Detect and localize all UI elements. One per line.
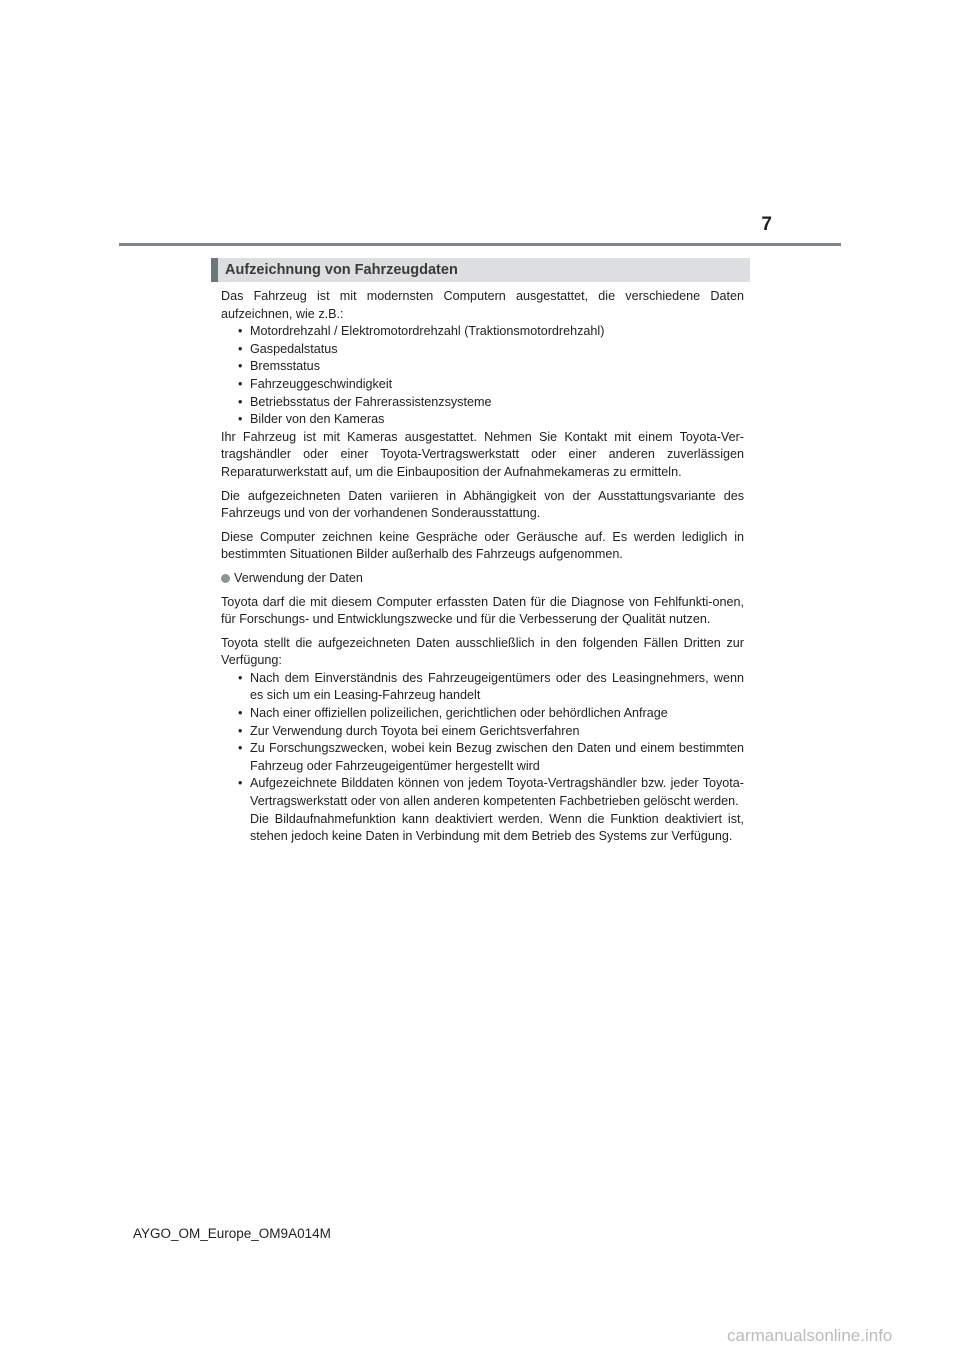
recorded-items-list [221,323,744,429]
list-item-text: Nach einer offiziellen polizeilichen, gerichtlichen oder behördlichen Anfrage [250,706,668,721]
usage-heading [221,570,744,588]
bullet-dot: • [238,359,243,374]
list-item-text: Motordrehzahl / Elektromotordrehzahl (Traktionsmotordrehzahl) [250,324,605,339]
usage-paragraph: Toyota darf die mit diesem Computer erfassten Daten für die Diagnose von Fehlfunkti-onen, für Forschungs- und Entwicklungszwecke und für die Verbesserung der Qualität nutzen. [221,594,744,627]
page-number: 7 [761,214,772,235]
bullet-dot: • [238,776,243,791]
list-item-text: Bremsstatus [250,359,320,374]
list-item-text: Gaspedalstatus [250,341,338,356]
bullet-dot: • [238,723,243,738]
list-item [221,394,744,412]
list-item [221,358,744,376]
list-item-text: Zu Forschungszwecken, wobei kein Bezug zwischen den Daten und einem bestimmten Fahrzeug oder Fahrzeugeigentümer hergestellt wird [250,741,744,773]
section-title: Aufzeichnung von Fahrzeugdaten [225,262,458,278]
bullet-dot: • [238,394,243,409]
list-item [221,341,744,359]
section-header-accent [211,258,218,282]
document-footer: AYGO_OM_Europe_OM9A014M [133,1226,331,1241]
list-item [221,670,744,705]
bullet-dot: • [238,741,243,756]
header-rule [119,243,841,246]
list-item [221,323,744,341]
list-item-text: Betriebsstatus der Fahrerassistenzsysteme [250,394,492,409]
privacy-paragraph: Diese Computer zeichnen keine Gespräche oder Geräusche auf. Es werden lediglich in bestimmten Situationen Bilder außerhalb des Fahrzeugs aufgenommen. [221,529,744,562]
bullet-dot: • [238,412,243,427]
intro-paragraph: Das Fahrzeug ist mit modernsten Computern ausgestattet, die verschiedene Daten aufzeichnen, wie z.B.: [221,289,744,321]
list-item [221,723,744,741]
list-item [221,740,744,775]
list-item [221,411,744,429]
bullet-dot: • [238,376,243,391]
bullet-dot: • [238,706,243,721]
bullet-dot: • [238,670,243,685]
bullet-dot: • [238,324,243,339]
list-item-text: Fahrzeuggeschwindigkeit [250,376,393,391]
list-item-text: Nach dem Einverständnis des Fahrzeugeigentümers oder des Leasingnehmers, wenn es sich um ein Leasing-Fahrzeug handelt [250,670,744,703]
section-header [211,258,750,282]
bullet-dot: • [238,341,243,356]
page-content [221,288,744,852]
list-item-text: Bilder von den Kameras [250,412,385,427]
list-item-text: Aufgezeichnete Bilddaten können von jedem Toyota-Vertragshändler bzw. jeder Toyota-Vertragswerkstatt oder von allen anderen kompetenten Fachbetrieben gelöscht werden. [250,776,744,809]
list-item [221,705,744,723]
circle-bullet-icon [221,574,230,583]
list-item [221,376,744,394]
watermark: carmanualsonline.info [727,1326,893,1345]
list-item-text: Zur Verwendung durch Toyota bei einem Gerichtsverfahren [250,723,580,738]
third-party-paragraph: Toyota stellt die aufgezeichneten Daten ausschließlich in den folgenden Fällen Dritten zur Verfügung: [221,635,744,668]
list-item-note: Die Bildaufnahmefunktion kann deaktiviert werden. Wenn die Funktion deaktiviert ist, stehen jedoch keine Daten in Verbindung mit dem Betrieb des Systems zur Verfügung. [250,811,744,844]
camera-paragraph: Ihr Fahrzeug ist mit Kameras ausgestattet. Nehmen Sie Kontakt mit einem Toyota-Ver-tragshändler oder einer Toyota-Vertragswerkstatt oder einer anderen zuverlässigen Reparaturwerkstatt auf, um die Einbauposition der Aufnahmekameras zu ermitteln. [221,429,744,479]
third-party-cases-list [221,670,744,846]
list-item [221,775,744,845]
variation-paragraph: Die aufgezeichneten Daten variieren in Abhängigkeit von der Ausstattungsvariante des Fahrzeugs und von der vorhandenen Sonderausstattung. [221,488,744,521]
usage-heading-label: Verwendung der Daten [234,570,363,585]
